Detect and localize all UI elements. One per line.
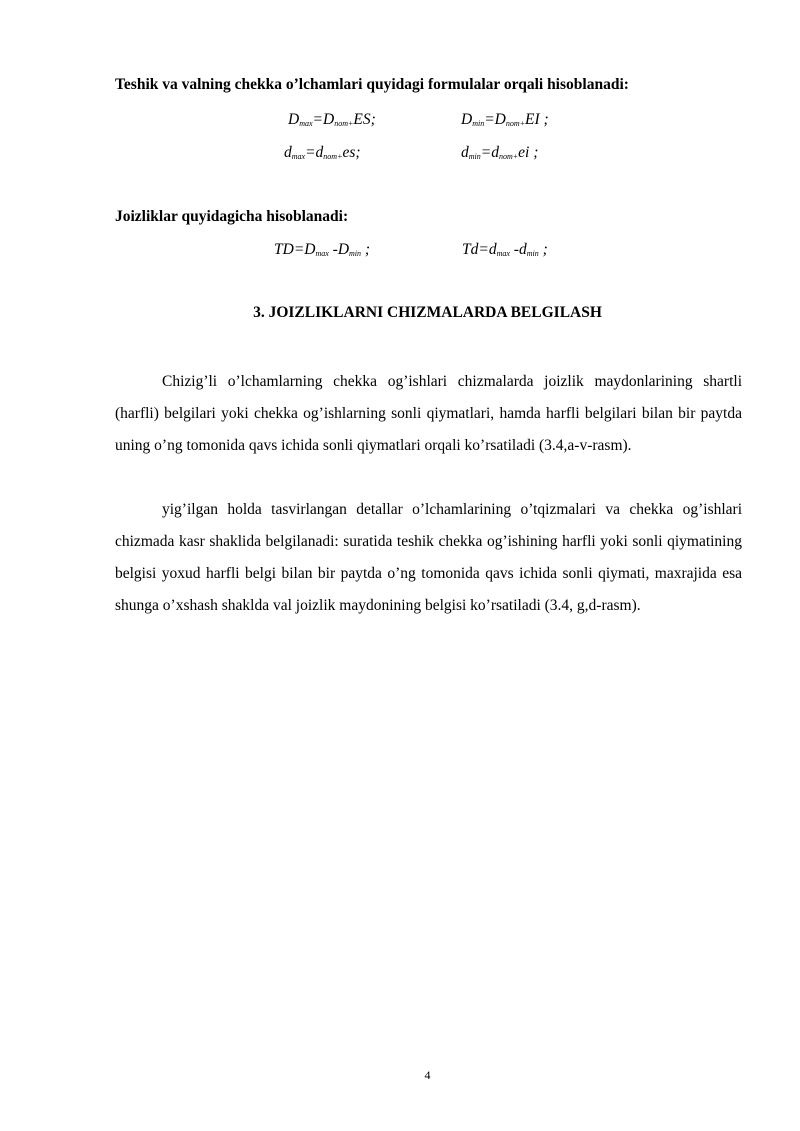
formula-d-max: $d_{max}=d_{nom+}es$; <box>284 144 361 161</box>
formula-Td: $Td=d_{max}$ $-d_{min}$ ; <box>462 241 548 258</box>
formula-D-min: $D_{min}=D_{nom+}EI$ ; <box>461 111 549 128</box>
intro-text: Teshik va valning chekka o’lchamlari quyidagi formulalar orqali hisoblanadi: <box>115 76 629 93</box>
formula-TD: $TD=D_{max}$ $-D_{min}$ ; <box>274 241 371 258</box>
section-heading: 3. JOIZLIKLARNI CHIZMALARDA BELGILASH <box>253 304 602 321</box>
formula-D-max: $D_{max}=D_{nom+}ES$; <box>288 111 376 128</box>
page-number: 4 <box>424 1068 431 1082</box>
paragraph-2: yig’ilgan holda tasvirlangan detallar o’lchamlarining o’tqizmalari va chekka og’ishlari chizmada kasr shaklida belgilanadi: suratida teshik chekka og’ishining harfli yoki sonli qiymatining belgisi yoxud harfli belgi bilan bir paytda o’ng tomonida qavs ichida sonli qiymati, maxrajida esa shunga o’xshash shaklda val joizlik maydonining belgisi ko’rsatiladi (3.4, g,d-rasm). <box>115 501 742 614</box>
intro-text-2: Joizliklar quyidagicha hisoblanadi: <box>115 208 349 225</box>
formula-d-min: $d_{min}=d_{nom+}ei$ ; <box>461 144 539 161</box>
paragraph-1: Chizig’li o’lchamlarning chekka og’ishlari chizmalarda joizlik maydonlarining shartli (harfli) belgilari yoki chekka og’ishlarning sonli qiymatlari, hamda harfli belgilari bilan bir paytda uning o’ng tomonida qavs ichida sonli qiymatlari orqali ko’rsatiladi (3.4,a-v-rasm). <box>115 373 742 454</box>
